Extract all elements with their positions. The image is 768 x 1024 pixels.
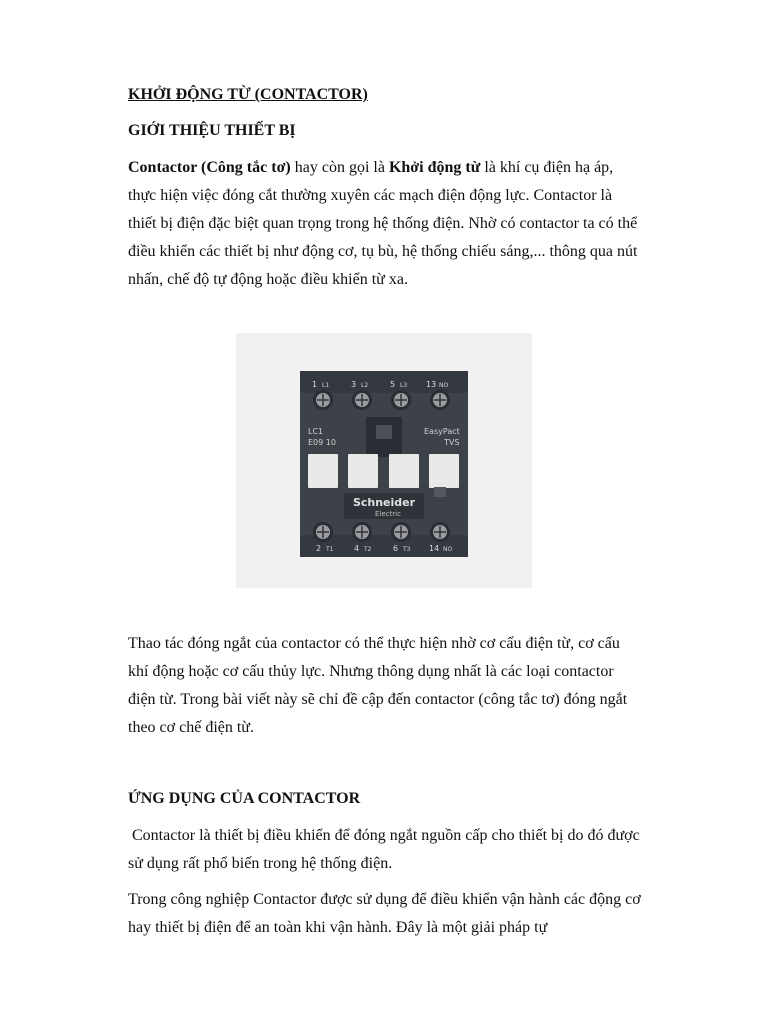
svg-text:L1: L1 [322,382,330,389]
section-heading-introduction: GIỚI THIỆU THIẾT BỊ [128,122,296,139]
svg-text:NO: NO [439,382,449,389]
svg-text:T1: T1 [326,546,334,553]
series-label: EasyPact [424,427,460,436]
svg-text:L2: L2 [361,382,369,389]
brand-logo: Schneider [352,496,416,509]
side-latch [434,487,446,497]
center-slot [376,425,392,439]
term-contactor: Contactor (Công tắc tơ) [128,159,291,176]
svg-text:14: 14 [429,544,440,553]
term-khoi-dong-tu: Khởi động từ [388,159,481,176]
svg-text:4: 4 [354,544,360,553]
operation-paragraph: Thao tác đóng ngắt của contactor có thể thực hiện nhờ cơ cấu điện từ, cơ cấu khí động hoặc cơ cấu thủy lực. Nhưng thông dụng nhất là các loại contactor điện từ. Trong bài viết này sẽ chỉ đề cập đến contactor (công tắc tơ) đóng ngắt theo cơ chế điện từ. [128,635,628,736]
svg-text:1: 1 [312,380,318,389]
svg-text:L3: L3 [400,382,408,389]
svg-text:T2: T2 [364,546,372,553]
model-label: LC1 [308,427,324,436]
svg-text:3: 3 [351,380,357,389]
document-title: KHỞI ĐỘNG TỪ (CONTACTOR) [128,86,368,103]
contactor-photo [236,333,532,588]
svg-text:NO: NO [443,546,453,553]
series-code: TVS [444,438,460,447]
svg-text:13: 13 [426,380,437,389]
model-number: E09 10 [308,438,336,447]
application-paragraph-2: Trong công nghiệp Contactor được sử dụng để điều khiển vận hành các động cơ hay thiết bị điện để an toàn khi vận hành. Đây là một giải pháp tự [128,891,641,936]
intro-paragraph [128,154,643,294]
svg-text:5: 5 [390,380,396,389]
svg-text:6: 6 [393,544,399,553]
application-paragraph-1: Contactor là thiết bị điều khiển để đóng ngắt nguồn cấp cho thiết bị do đó được sử dụng rất phổ biến trong hệ thống điện. [128,827,644,872]
intro-text-2: là khí cụ điện hạ áp, thực hiện việc đóng cắt thường xuyên các mạch điện động lực. Contactor là thiết bị điện đặc biệt quan trọng trong hệ thống điện. Nhờ có contactor ta có thể điều khiển các thiết bị như động cơ, tụ bù, hệ thống chiếu sáng,... thông qua nút nhấn, chế độ tự động hoặc điều khiển từ xa. [128,159,638,288]
svg-text:T3: T3 [403,546,411,553]
svg-text:2: 2 [316,544,322,553]
section-heading-applications: ỨNG DỤNG CỦA CONTACTOR [128,790,361,807]
brand-sub: Electric [375,510,401,518]
intro-text-1: hay còn gọi là [290,159,389,176]
